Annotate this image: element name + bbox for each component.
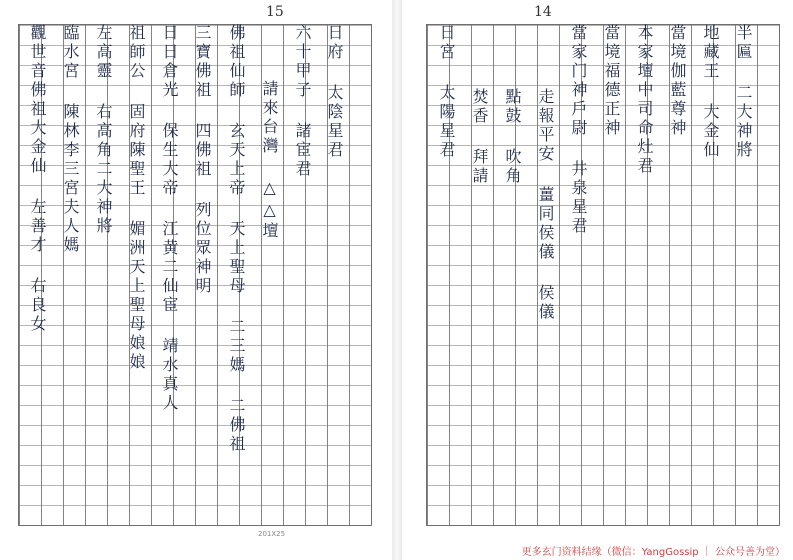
watermark: 更多玄门资料结缘（微信：YangGossip ｜ 公众号善为堂） xyxy=(521,547,785,558)
text-column: 本家壇中司命灶君 xyxy=(635,24,654,176)
text-column: 半匾 二大神將 xyxy=(734,24,753,160)
text-column: 日府 太陰星君 xyxy=(325,24,344,160)
text-column: 點鼓 吹角 xyxy=(503,88,522,186)
left-page xyxy=(0,0,393,560)
page-number: 15 xyxy=(266,4,284,20)
book-gutter xyxy=(392,0,402,560)
text-column: 走報平安 薑同侯儀 侯儀 xyxy=(536,88,555,322)
text-column: 日宮 太陽星君 xyxy=(437,24,456,160)
page-number: 14 xyxy=(534,4,552,20)
text-column: 臨水宮 陳林李三宮夫人媽 xyxy=(61,24,80,255)
text-column: 六十甲子 諸宦君 xyxy=(293,24,312,179)
text-column: 請來台灣 △△壇 xyxy=(260,80,279,241)
footer-mark: 201X25 xyxy=(258,530,286,538)
text-column: 焚香 拜請 xyxy=(470,88,489,186)
text-column: 左高靈 右高角二大神將 xyxy=(94,24,113,236)
text-column: 佛祖仙師 玄天上帝 天上聖母 二三媽 二佛祖 xyxy=(227,24,246,454)
text-column: 地藏王 大金仙 xyxy=(701,24,720,160)
text-column: 日日倉光 保生大帝 江黄二仙宦 靖水真人 xyxy=(160,24,179,413)
right-page xyxy=(402,0,793,560)
text-column: 觀世音佛祖大金仙 左善才 右良女 xyxy=(28,24,47,334)
text-column: 三寶佛祖 四佛祖 列位眾神明 xyxy=(193,24,212,296)
text-column: 當境福德正神 xyxy=(602,24,621,138)
text-column: 祖師公 固府陳聖王 媚洲天上聖母娘娘 xyxy=(127,24,146,372)
text-column: 當境伽藍尊神 xyxy=(668,24,687,138)
text-column: 當家门神戶尉 井泉星君 xyxy=(569,24,588,236)
